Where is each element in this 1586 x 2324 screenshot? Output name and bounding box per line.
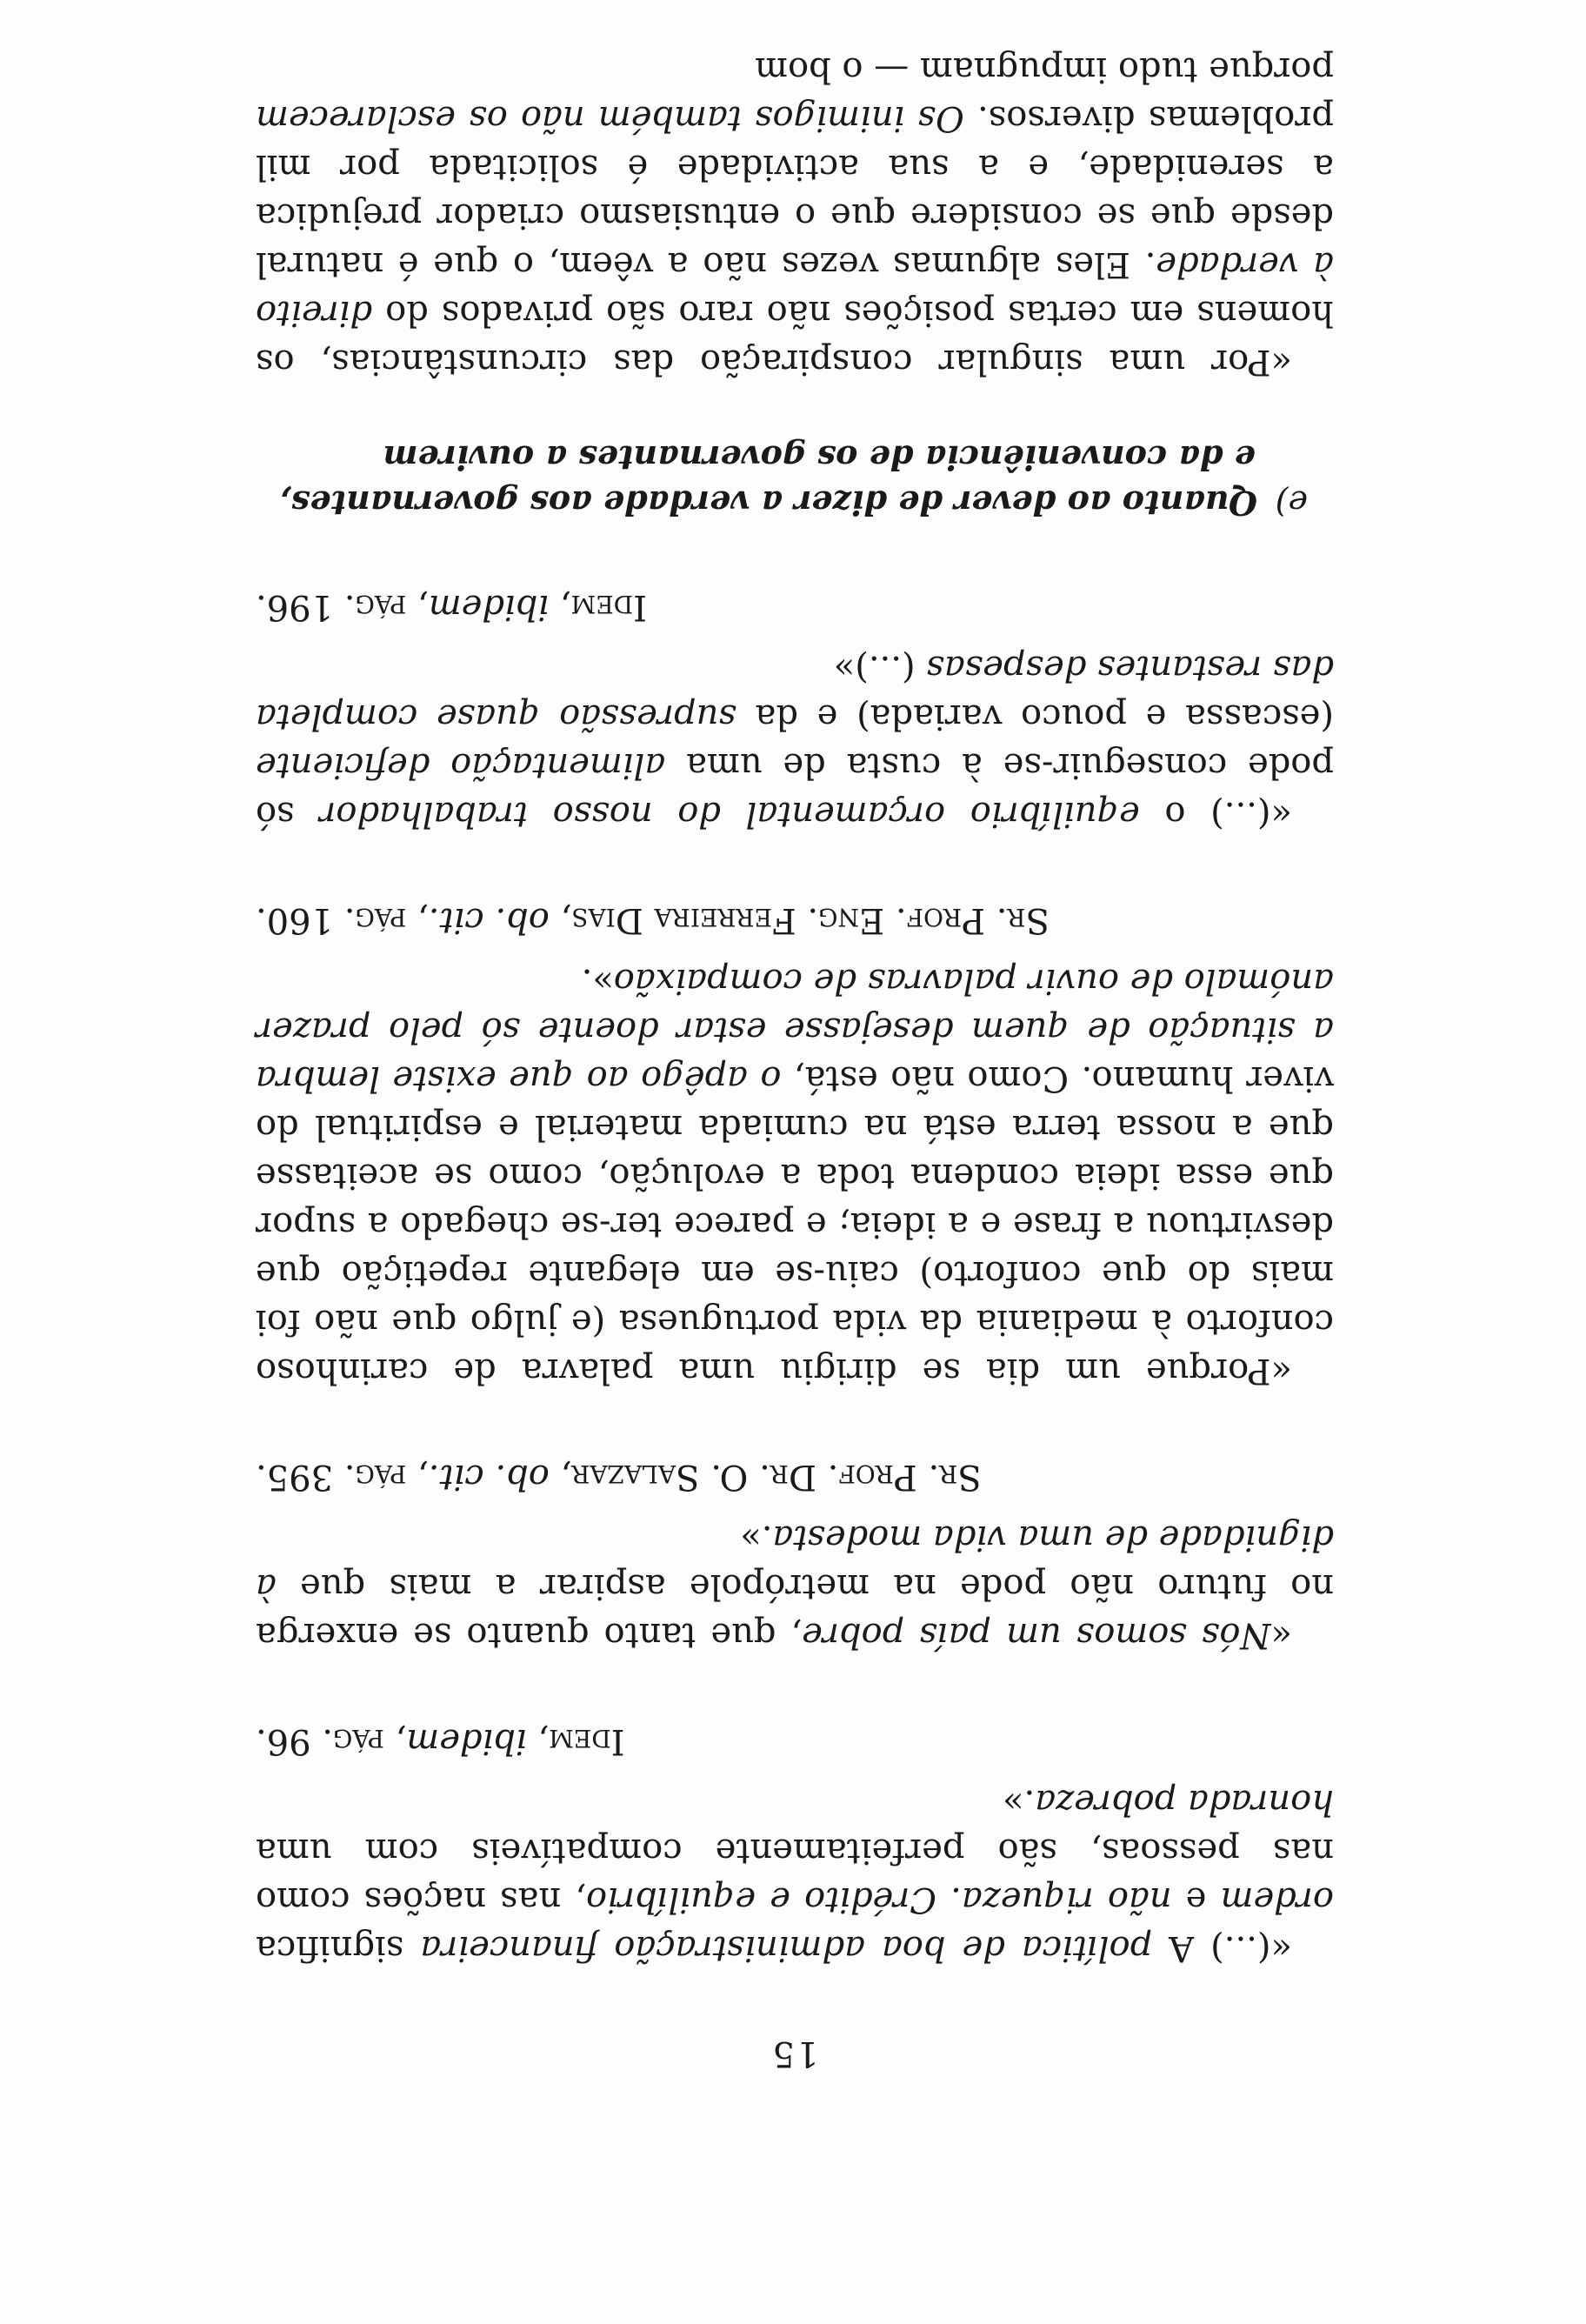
section-heading	[256, 435, 1308, 525]
text-run: Sr. Prof. Dr. O. Salazar,	[549, 1457, 982, 1497]
text-run: , que tanto quanto se enxerga no futuro não pode na metrópole aspirar a mais que	[256, 1566, 1334, 1655]
source-citation	[256, 896, 1334, 945]
text-run: ».	[581, 961, 614, 1001]
italic-text-run: ordem	[1220, 1880, 1334, 1920]
text-run: «Porque um dia se dirigiu uma palavra de carinhoso conforto à mediania da vida portuguesa (e julgo que não foi mais do que conforto) caiu-se em elegante repetição que desvirtuou a frase e a ideia; e parece ter-se chegado a supor que essa ideia condena toda a evolução, como se aceitasse que a nossa terra está na cumiada material e espiritual do viver humano. Como não está,	[256, 1058, 1334, 1391]
text-run: Idem,	[526, 1721, 625, 1761]
italic-text-run: supressão quase completa das restantes despesas	[255, 648, 1334, 737]
text-run: «Por uma singular conspiração das circunstâncias, os homens em certas posições não raro são privados do	[256, 293, 1334, 382]
page-number: 15	[770, 2033, 819, 2074]
quotation-paragraph	[256, 45, 1334, 386]
text-run: significa	[256, 1928, 421, 1968]
text-run: .»	[1003, 1782, 1036, 1822]
text-run: , pág. 196.	[256, 587, 429, 627]
text-run: , nas nações como nas pessoas, são perfeitamente compatíveis com uma	[256, 1831, 1334, 1920]
text-run: (...)»	[833, 648, 927, 688]
quotation-paragraph	[256, 1513, 1334, 1660]
text-run: «(...) o	[1139, 794, 1292, 834]
italic-text-run: Nós somos um país pobre	[802, 1615, 1271, 1655]
italic-text-run: equilíbrio orçamental do nosso trabalhador	[319, 794, 1140, 834]
italic-text-run: ob. cit.	[428, 900, 550, 940]
italic-text-run: direito à verdade	[256, 244, 1334, 333]
italic-text-run: ob. cit.	[428, 1457, 550, 1497]
text-run: .»	[740, 1518, 773, 1558]
text-run: Idem,	[549, 587, 647, 627]
text-run: , pág. 395.	[256, 1457, 429, 1497]
text-run: e	[1171, 1880, 1221, 1920]
italic-text-run: política de boa administração financeira	[420, 1928, 1153, 1968]
text-run: , pág. 96.	[256, 1721, 407, 1761]
text-run: «(...) A	[1152, 1928, 1292, 1968]
content-blocks	[256, 45, 1334, 1973]
source-citation	[256, 583, 1334, 631]
source-citation	[256, 1452, 1334, 1501]
text-run: Sr. Prof. Eng. Ferreira Dias,	[549, 900, 1050, 940]
quotation-paragraph	[256, 1778, 1334, 1973]
quotation-paragraph	[256, 644, 1334, 838]
italic-text-run: Os inimigos também não os esclarecem	[256, 98, 964, 138]
text-run: porque tudo impugnam — o bom	[755, 50, 1334, 90]
quotation-paragraph	[256, 957, 1334, 1395]
italic-text-run: não riqueza. Crédito e equilíbrio	[586, 1880, 1172, 1920]
section-letter: e)	[1275, 484, 1308, 522]
italic-text-run: o apêgo ao que existe lembra a situação de quem desejasse estar doente só pelo prazer anómalo de ouvir palavras de compaixão	[256, 961, 1334, 1099]
italic-text-run: honrada pobreza	[1035, 1782, 1334, 1822]
italic-text-run: alimentação deficiente	[256, 745, 666, 785]
italic-text-run: ibidem	[428, 587, 550, 627]
text-run: , pág. 160.	[256, 900, 429, 940]
source-citation	[256, 1717, 1334, 1766]
text-column	[256, 45, 1334, 2074]
text-run: só pode conseguir-se à custa de uma	[255, 745, 1334, 834]
text-run: (escassa e pouco variada) e da	[736, 697, 1334, 737]
italic-text-run: ibidem	[406, 1721, 527, 1761]
section-heading-text: Quanto ao dever de dizer a verdade aos governantes, e da conveniência de os governantes a ouvirem	[279, 438, 1258, 523]
italic-text-run: à dignidade de uma vida modesta	[256, 1518, 1334, 1606]
text-run: . Eles algumas vezes não a vêem, o que é natural desde que se considere que o entusiasmo criador prejudica a serenidade, e a sua actividade é solicitada por mil problemas diversos.	[256, 98, 1334, 284]
text-run: «	[1270, 1615, 1292, 1655]
